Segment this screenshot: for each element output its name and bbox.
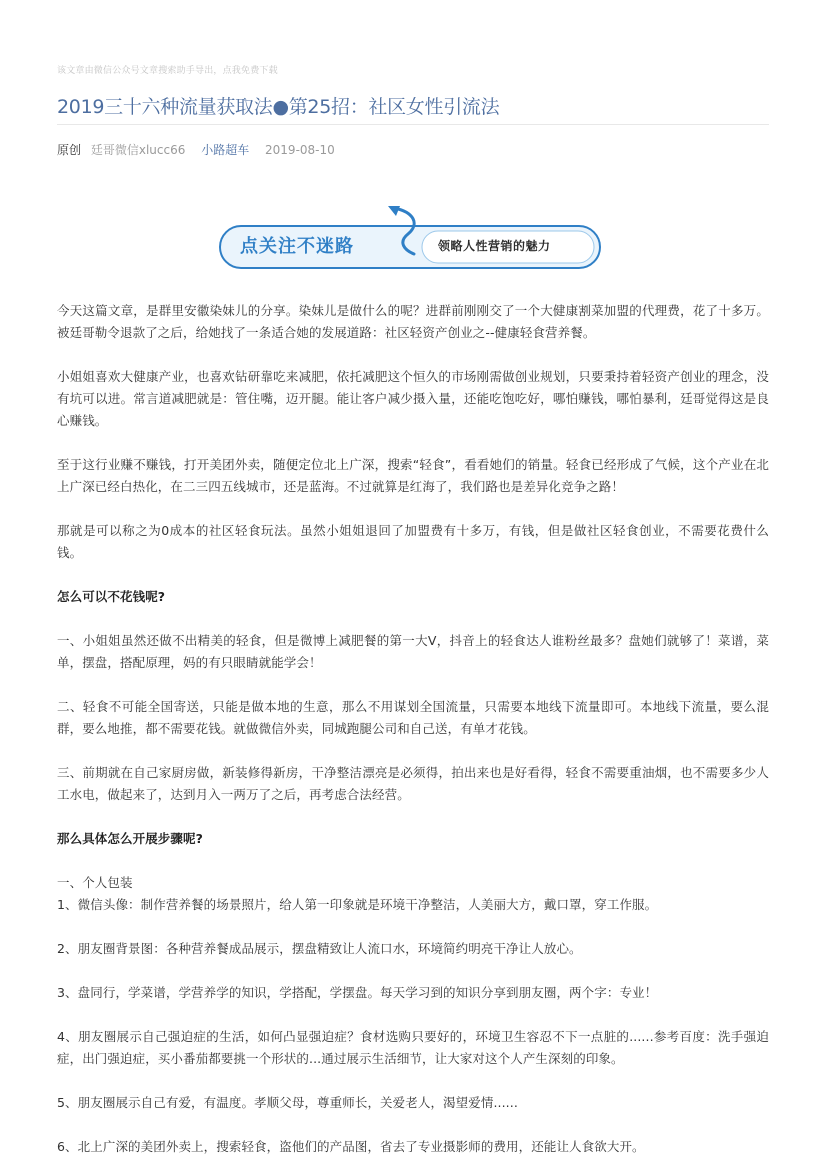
- paragraph: 一、小姐姐虽然还做不出精美的轻食，但是微博上减肥餐的第一大V，抖音上的轻食达人谁粉丝最多？盘她们就够了！菜谱，菜单，摆盘，搭配原理，妈的有只眼睛就能学会！: [57, 633, 769, 670]
- article-title: 2019三十六种流量获取法●第25招：社区女性引流法: [57, 96, 500, 118]
- paragraph: 至于这行业赚不赚钱，打开美团外卖，随便定位北上广深，搜索“轻食”，看看她们的销量。轻食已经形成了气候，这个产业在北上广深已经白热化，在二三四五线城市，还是蓝海。不过就算是红海了，我们路也是差异化竞争之路！: [57, 457, 769, 494]
- list-item: 2、朋友圈背景图：各种营养餐成品展示，摆盘精致让人流口水，环境简约明亮干净让人放心。: [57, 941, 582, 956]
- banner-follow-text: 点关注不迷路: [240, 236, 354, 257]
- list-item: 1、微信头像：制作营养餐的场景照片，给人第一印象就是环境干净整洁，人美丽大方，戴口罩，穿工作服。: [57, 897, 658, 912]
- paragraph: 今天这篇文章，是群里安徽染妹儿的分享。染妹儿是做什么的呢？进群前刚刚交了一个大健康割菜加盟的代理费，花了十多万。被廷哥勒令退款了之后，给她找了一条适合她的发展道路：社区轻资产创业之--健康轻食营养餐。: [57, 303, 769, 340]
- paragraph: 那就是可以称之为0成本的社区轻食玩法。虽然小姐姐退回了加盟费有十多万，有钱，但是做社区轻食创业，不需要花费什么钱。: [57, 523, 769, 560]
- source-note[interactable]: 该文章由微信公众号文章搜索助手导出，点我免费下载: [57, 66, 278, 76]
- author-name: 廷哥微信xlucc66: [90, 143, 186, 157]
- paragraph: 小姐姐喜欢大健康产业，也喜欢钻研靠吃来减肥，依托减肥这个恒久的市场刚需做创业规划，只要秉持着轻资产创业的理念，没有坑可以进。常言道减肥就是：管住嘴，迈开腿。能让客户减少摄入量，还能吃饱吃好，哪怕赚钱，哪怕暴利，廷哥觉得这是良心赚钱。: [57, 369, 769, 428]
- arrow-head-icon: [388, 206, 400, 216]
- paragraph: 三、前期就在自己家厨房做，新装修得新房，干净整洁漂亮是必须得，拍出来也是好看得，轻食不需要重油烟，也不需要多少人工水电，做起来了，达到月入一两万了之后，再考虑合法经营。: [57, 765, 769, 802]
- paragraph: 二、轻食不可能全国寄送，只能是做本地的生意，那么不用谋划全国流量，只需要本地线下流量即可。本地线下流量，要么混群，要么地推，都不需要花钱。就做微信外卖，同城跑腿公司和自己送，有单才花钱。: [57, 699, 769, 736]
- title-divider: [57, 124, 769, 125]
- section-heading: 怎么可以不花钱呢?: [57, 589, 166, 604]
- list-item: 6、北上广深的美团外卖上，搜索轻食，盗他们的产品图，省去了专业摄影师的费用，还能让人食欲大开。: [57, 1139, 645, 1154]
- original-label: 原创: [57, 143, 82, 157]
- list-item: 4、朋友圈展示自己强迫症的生活，如何凸显强迫症？食材选购只要好的，环境卫生容忍不下一点脏的......参考百度：洗手强迫症，出门强迫症，买小番茄都要挑一个形状的...通过展示生活细节，让大家对这个人产生深刻的印象。: [57, 1029, 769, 1066]
- follow-banner: [218, 204, 604, 274]
- account-link[interactable]: 小路超车: [201, 143, 250, 157]
- section-heading: 那么具体怎么开展步骤呢?: [57, 831, 203, 846]
- article-body: [57, 300, 769, 1158]
- list-item: 3、盘同行，学菜谱，学营养学的知识，学搭配，学摆盘。每天学习到的知识分享到朋友圈，两个字：专业！: [57, 985, 658, 1000]
- banner-slogan: 领略人性营销的魅力: [438, 239, 551, 253]
- publish-date: 2019-08-10: [265, 143, 335, 157]
- list-title: 一、个人包装: [57, 875, 133, 890]
- article-meta: [57, 141, 347, 158]
- list-item: 5、朋友圈展示自己有爱，有温度。孝顺父母，尊重师长，关爱老人，渴望爱情......: [57, 1095, 518, 1110]
